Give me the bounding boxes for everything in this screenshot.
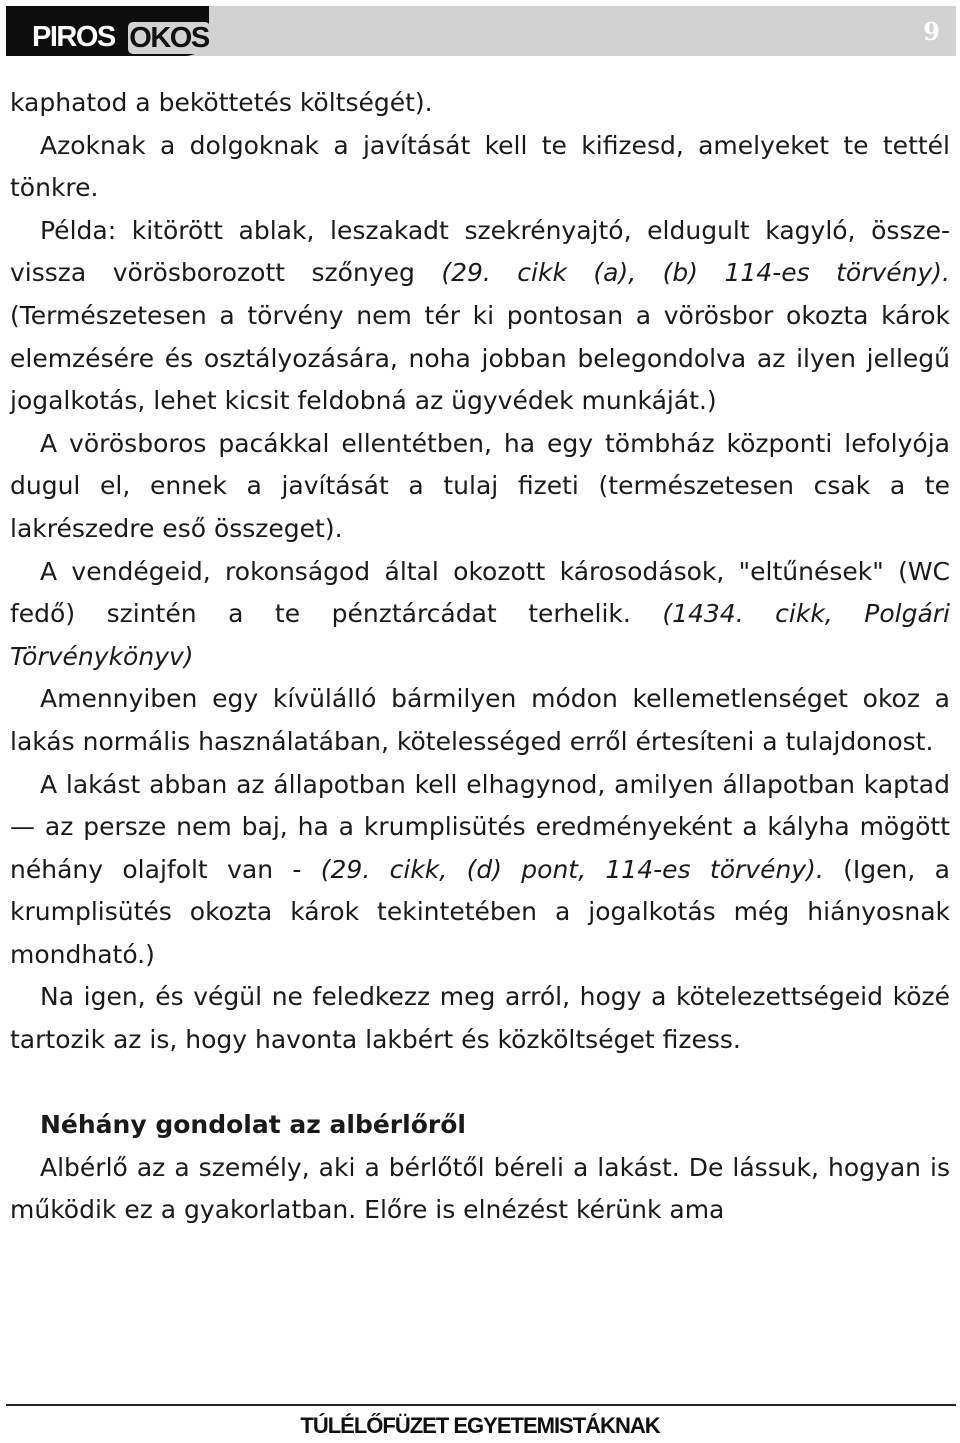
law-reference: (29. cikk, (d) pont, 114-es törvény).: [320, 854, 824, 884]
paragraph-text: A vendégeid, rokonságod által okozott károsodások, "eltűnések" (WC fedő) szintén a te pénztárcádat terhelik.: [10, 556, 950, 629]
law-reference: (1434. cikk, Polgári Törvénykönyv): [10, 599, 950, 671]
paragraph: Albérlő az a személy, aki a bérlőtől béreli a lakást. De lássuk, hogyan is működik ez a gyakorlatban. Előre is elnézést kérünk ama: [10, 1152, 950, 1225]
brand-logo: [6, 6, 209, 56]
law-reference: (29. cikk (a), (b) 114-es törvény).: [441, 258, 951, 288]
paragraph-text: Példa: kitörött ablak, leszakadt szekrényajtó, eldugult kagyló, össze-vissza vörösborozott szőnyeg: [10, 215, 950, 288]
section-heading: Néhány gondolat az albérlőről: [40, 1110, 466, 1140]
paragraph: [10, 551, 950, 679]
page-number: 9: [923, 17, 940, 46]
footer-divider: [6, 1404, 956, 1406]
paragraph: Azoknak a dolgoknak a javítását kell te kifizesd, amelyeket te tettél tönkre.: [10, 130, 950, 203]
paragraph: [10, 210, 950, 423]
brand-word-piros: PIROS: [32, 21, 115, 53]
paragraph-text: (Természetesen a törvény nem tér ki pontosan a vörösbor okozta károk elemzésére és osztályozására, noha jobban belegondolva az ilyen jellegű jogalkotás, lehet kicsit feldobná az ügyvédek munkáját.): [10, 300, 950, 416]
footer-title: TÚLÉLŐFÜZET EGYETEMISTÁKNAK: [300, 1413, 660, 1438]
paragraph: Na igen, és végül ne feledkezz meg arról, hogy a kötelezettségeid közé tartozik az is, hogy havonta lakbért és közköltséget fizess.: [10, 982, 950, 1055]
body-text: [10, 82, 950, 1232]
paragraph-text: (Igen, a krumplisütés okozta károk tekintetében a jogalkotás még hiányosnak mondható.): [10, 854, 950, 969]
paragraph-text: A lakást abban az állapotban kell elhagynod, amilyen állapotban kaptad — az persze nem baj, ha a krumplisütés eredményeként a kályha mögött néhány olajfolt van -: [10, 769, 950, 884]
brand-word-okos: OKOS: [129, 22, 209, 54]
paragraph: [10, 764, 950, 977]
paragraph: Amennyiben egy kívülálló bármilyen módon kellemetlenséget okoz a lakás normális használatában, kötelességed erről értesíteni a tulajdonost.: [10, 684, 950, 756]
paragraph: kaphatod a beköttetés költségét).: [10, 88, 433, 117]
paragraph: A vörösboros pacákkal ellentétben, ha egy tömbház központi lefolyója dugul el, ennek a javítását a tulaj fizeti (természetesen csak a te lakrészedre eső összeget).: [10, 428, 950, 543]
